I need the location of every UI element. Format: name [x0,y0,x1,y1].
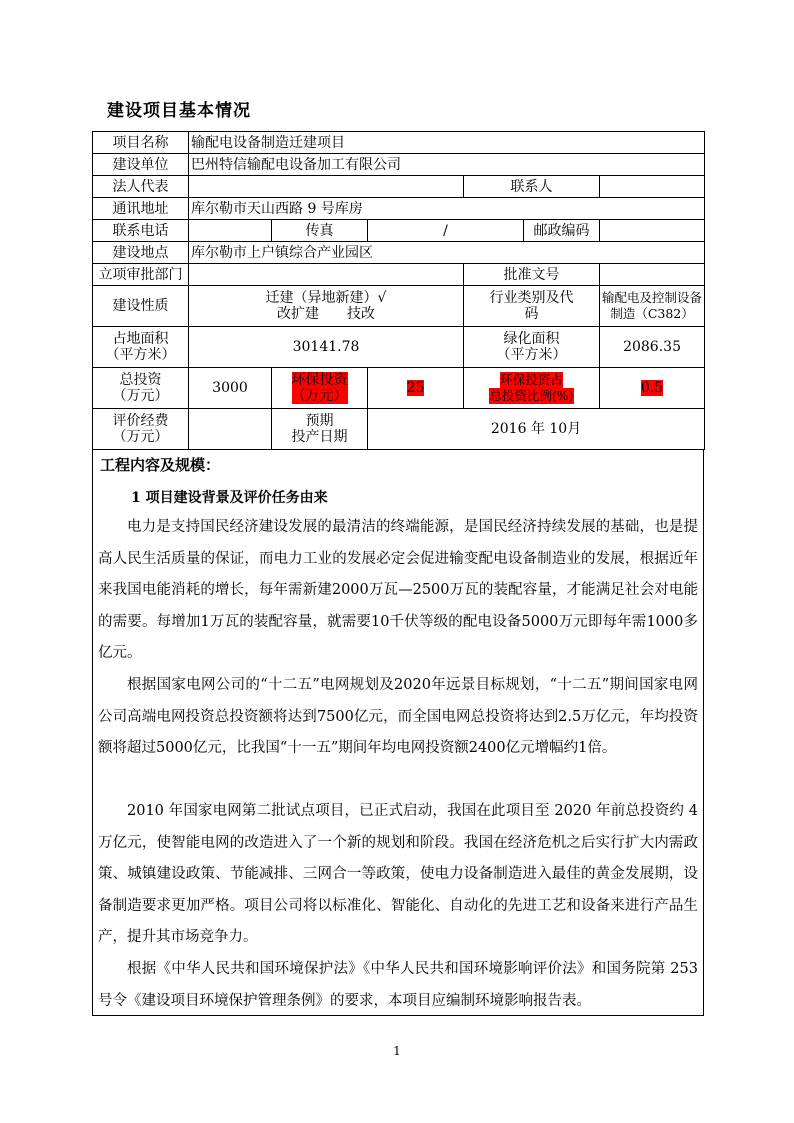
env-invest-label-line-1: 环保投资 [291,372,348,388]
postcode-value [600,220,705,242]
project-name-label: 项目名称 [93,132,189,154]
invest-value: 3000 [189,368,272,409]
row-nature [93,286,705,327]
row-address [93,198,705,220]
invest-label-line-2: （万元） [112,388,169,404]
nature-line-2: 改扩建 技改 [277,306,375,322]
project-name-value: 输配电设备制造迁建项目 [189,132,705,154]
project-info-table [92,131,705,450]
page-title: 建设项目基本情况 [107,101,251,121]
eval-fee-label [93,409,189,450]
env-invest-value: 25 [406,380,425,396]
postcode-label: 邮政编码 [524,220,600,242]
prod-date-value: 2016 年 10月 [368,409,705,450]
green-value: 2086.35 [600,327,705,368]
builder-value: 巴州特信输配电设备加工有限公司 [189,154,705,176]
approval-no-label: 批准文号 [464,264,600,286]
env-ratio-label-line-2: 总投资比例(%) [489,388,574,403]
row-project-name [93,132,705,154]
eval-fee-value [189,409,272,450]
nature-line-1: 迁建（异地新建）√ [265,290,387,306]
industry-value [600,286,705,327]
location-label: 建设地点 [93,242,189,264]
row-area [93,327,705,368]
env-invest-label-line-2: （万元） [291,388,348,404]
eval-fee-label-line-2: （万元） [112,429,169,445]
row-approval [93,264,705,286]
nature-label: 建设性质 [93,286,189,327]
legal-rep-value [189,176,464,198]
paragraph-4: 根据《中华人民共和国环境保护法》《中华人民共和国环境影响评价法》和国务院第 253 号令《建设项目环境保护管理条例》的要求，本项目应编制环境影响报告表。 [98,961,698,1009]
row-investment [93,368,705,409]
phone-value [189,220,272,242]
approval-dept-label: 立项审批部门 [93,264,189,286]
paragraph-1: 电力是支持国民经济建设发展的最清洁的终端能源，是国民经济持续发展的基础，也是提高人民生活质量的保证，而电力工业的发展必定会促进输变配电设备制造业的发展，根据近年来我国电能消耗的增长，每年需新建2000万瓦—2500万瓦的装配容量，才能满足社会对电能的需要。每增加1万瓦的装配容量，就需要10千伏等级的配电设备5000万元即每年需1000多亿元。 [98,519,698,661]
industry-label [464,286,600,327]
env-ratio-label [464,368,600,409]
area-label-line-2: （平方米） [105,347,176,363]
invest-label [93,368,189,409]
industry-line-1: 输配电及控制设备 [602,290,703,305]
location-value: 库尔勒市上户镇综合产业园区 [189,242,705,264]
row-builder [93,154,705,176]
paragraph-2: 根据国家电网公司的“十二五”电网规划及2020年远景目标规划，“十二五”期间国家电网公司高端电网投资总投资额将达到7500亿元，而全国电网总投资将达到2.5万亿元，年均投资额将超过5000亿元，比我国“十一五”期间年均电网投资额2400亿元增幅约1倍。 [98,677,698,756]
prod-date-label-line-2: 投产日期 [291,429,348,445]
area-label-line-1: 占地面积 [112,331,169,347]
env-invest-label [272,368,368,409]
prod-date-label [272,409,368,450]
row-phone [93,220,705,242]
area-label [93,327,189,368]
paragraph-3: 2010 年国家电网第二批试点项目，已正式启动，我国在此项目至 2020 年前总投资约 4 万亿元，使智能电网的改造进入了一个新的规划和阶段。我国在经济危机之后实行扩大内需政策、城镇建设政策、节能减排、三网合一等政策，使电力设备制造进入最佳的黄金发展期，设备制造要求更加严格。项目公司将以标准化、智能化、自动化的先进工艺和设备来进行产品生产，提升其市场竞争力。 [98,803,698,945]
env-ratio-cell [600,368,705,409]
builder-label: 建设单位 [93,154,189,176]
env-ratio-value: 0.5 [640,380,664,396]
phone-label: 联系电话 [93,220,189,242]
row-location [93,242,705,264]
approval-dept-value [189,264,464,286]
contact-value [600,176,705,198]
nature-value [189,286,464,327]
fax-label: 传真 [272,220,368,242]
address-value: 库尔勒市天山西路 9 号库房 [189,198,705,220]
env-ratio-label-line-1: 环保投资占 [500,372,563,387]
industry-label-line-1: 行业类别及代 [489,290,574,306]
fax-value: / [368,220,524,242]
industry-line-2: 制造（C382） [610,306,694,321]
row-eval-fee [93,409,705,450]
industry-label-line-2: 码 [524,306,539,322]
page-number: 1 [393,1044,401,1058]
content-heading: 工程内容及规模： [100,456,221,474]
env-invest-cell [368,368,464,409]
row-legal-rep [93,176,705,198]
prod-date-label-line-1: 预期 [305,413,334,429]
green-label-line-1: 绿化面积 [503,331,560,347]
green-label-line-2: （平方米） [496,347,567,363]
legal-rep-label: 法人代表 [93,176,189,198]
address-label: 通讯地址 [93,198,189,220]
green-label [464,327,600,368]
invest-label-line-1: 总投资 [119,372,162,388]
eval-fee-label-line-1: 评价经费 [112,413,169,429]
approval-no-value [600,264,705,286]
contact-label: 联系人 [464,176,600,198]
section-heading: 1 项目建设背景及评价任务由来 [131,490,328,506]
area-value: 30141.78 [189,327,464,368]
